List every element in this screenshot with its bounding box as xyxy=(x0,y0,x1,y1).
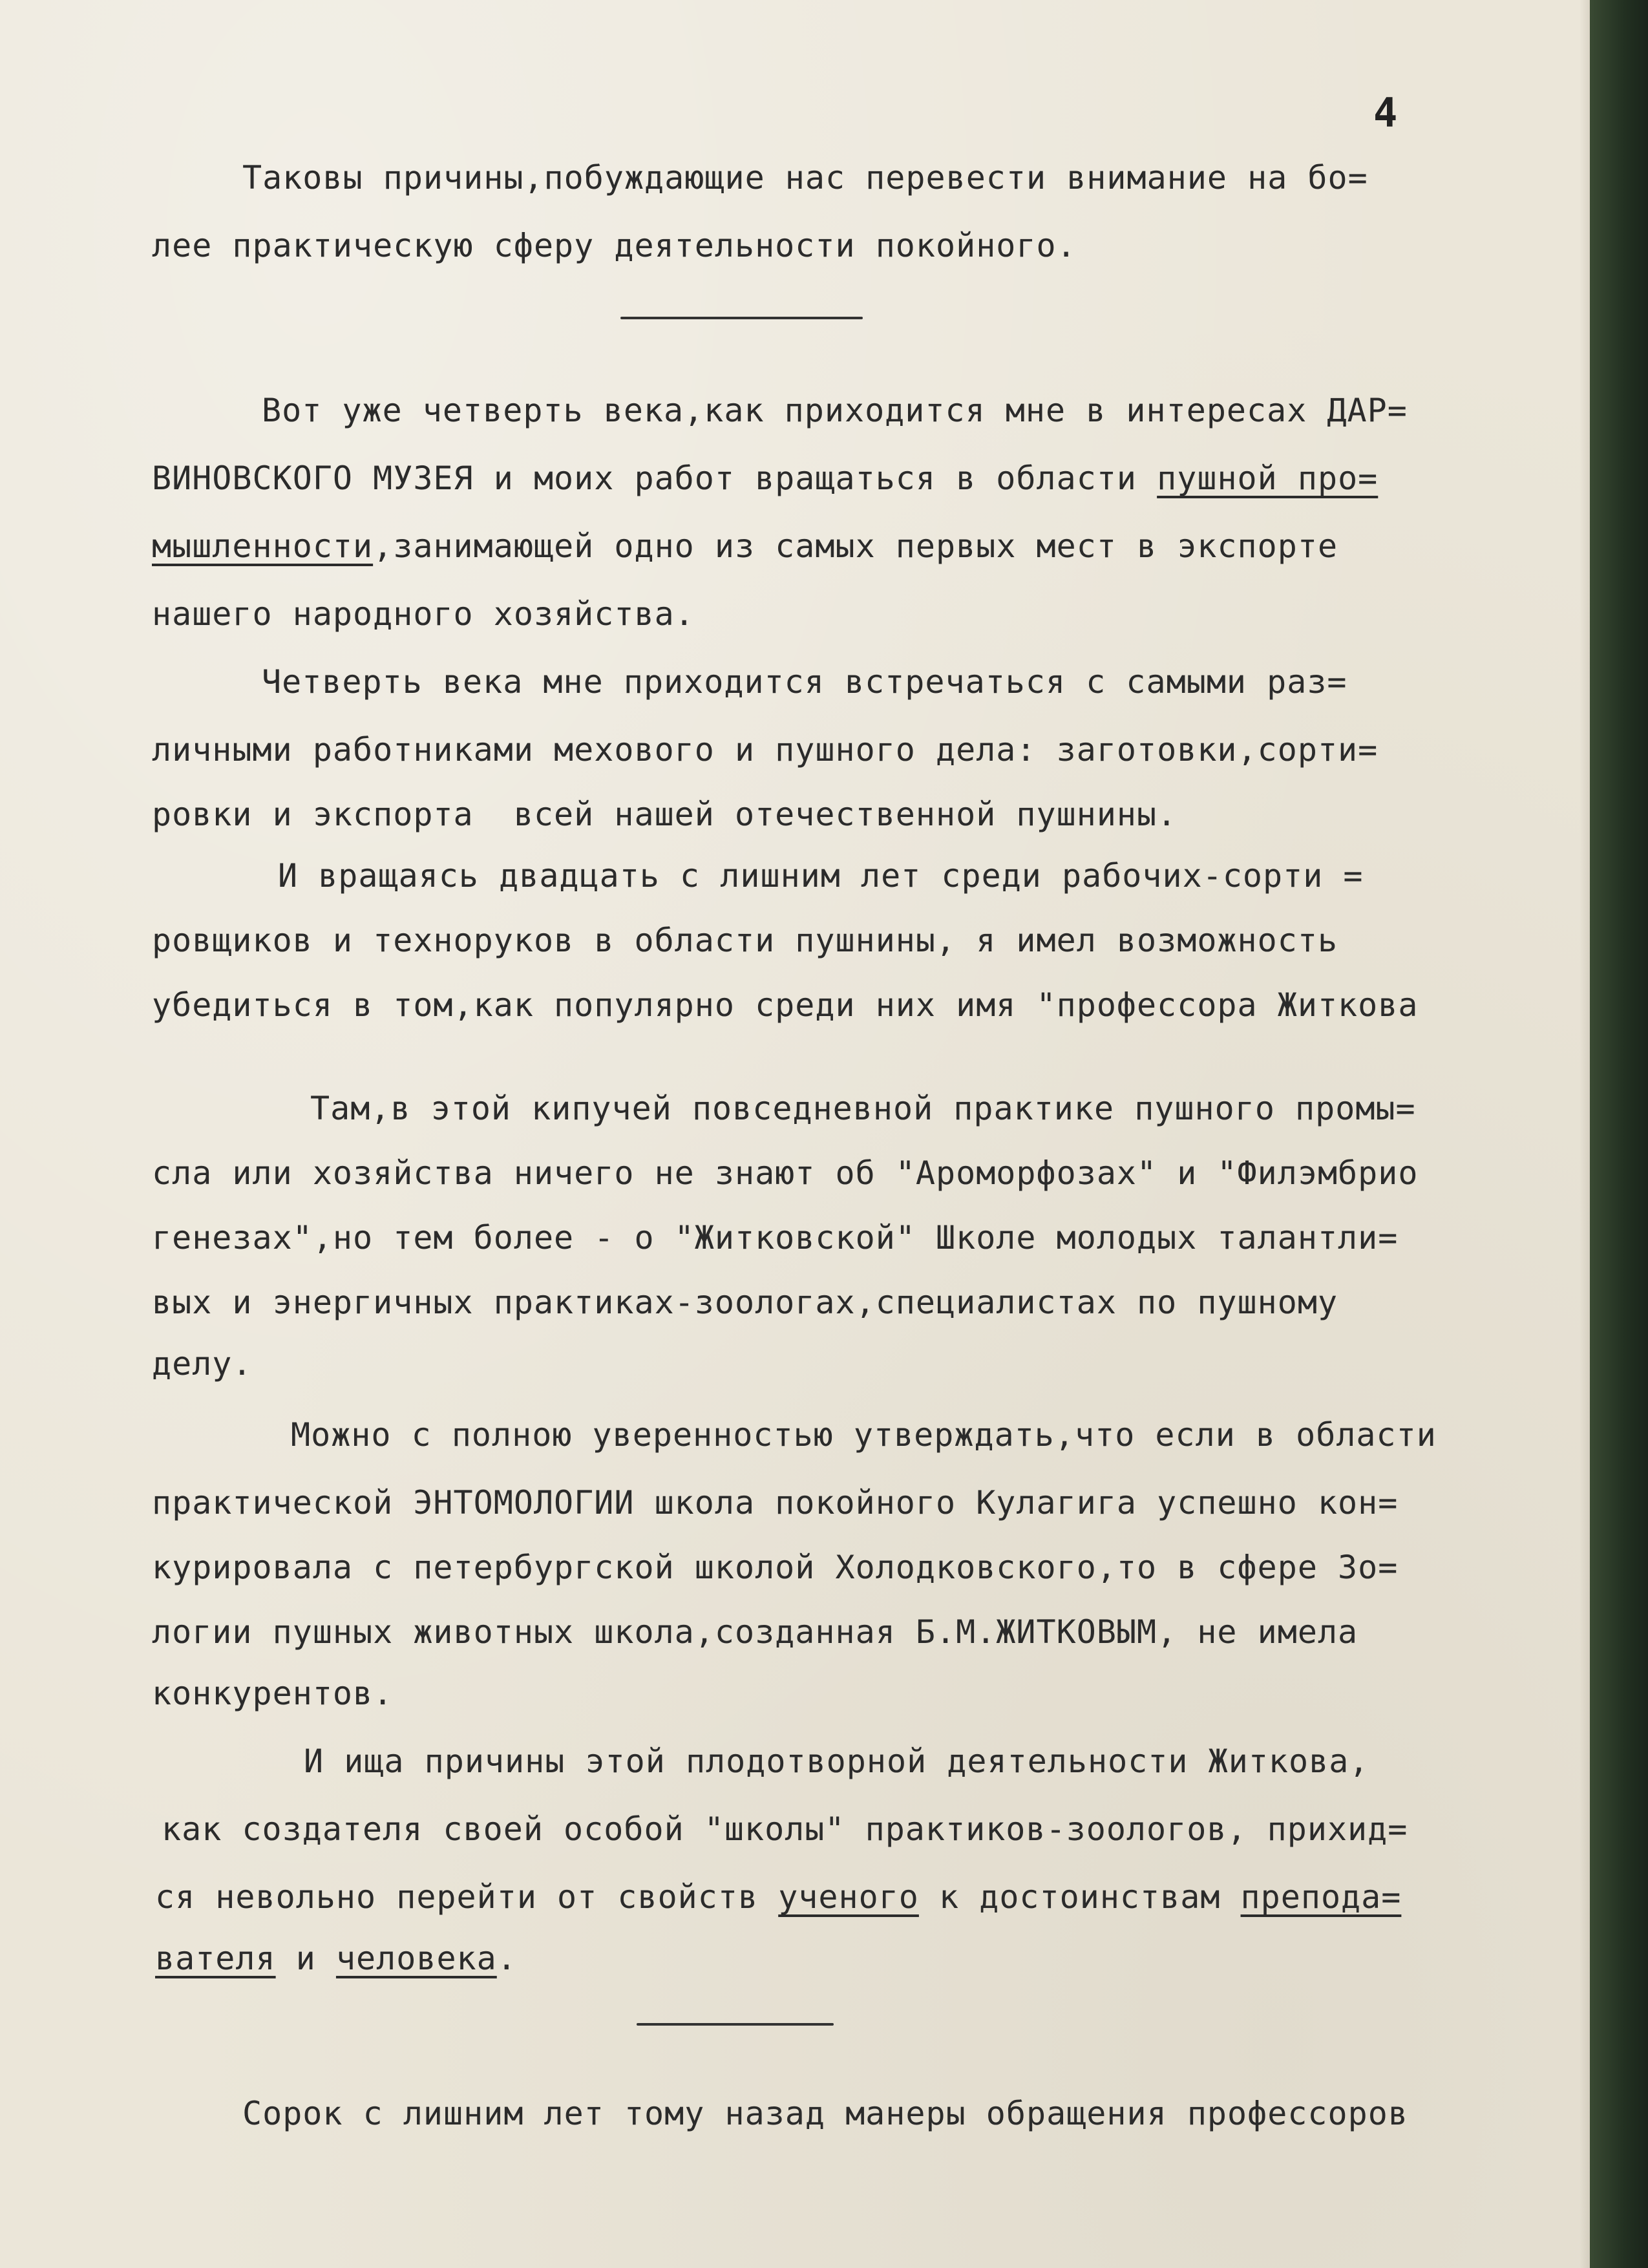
text-line-13: Там,в этой кипучей повседневной практике пушного промы= xyxy=(310,1090,1416,1127)
text-line-27: Сорок с лишним лет тому назад манеры обращения профессоров xyxy=(242,2095,1408,2132)
text-line-6: нашего народного хозяйства. xyxy=(152,595,695,633)
text-line-11: ровщиков и технoруков в области пушнины, я имел возможность xyxy=(152,922,1338,959)
text-line-20: курировала с петербургской школой Холодковского,то в сфере Зо= xyxy=(152,1549,1399,1586)
text-line-5-part-2: ,занимающей одно из самых первых мест в экспорте xyxy=(373,527,1338,565)
section-divider-1 xyxy=(620,317,863,319)
text-line-26-part-2: и xyxy=(275,1940,336,1977)
section-divider-2 xyxy=(637,2023,834,2026)
underlined-word-scientist: ученого xyxy=(778,1878,919,1916)
underlined-word-teacher-2: вателя xyxy=(155,1940,276,1977)
text-line-25 xyxy=(155,1878,1402,1916)
text-line-4 xyxy=(152,460,1379,497)
text-line-5 xyxy=(152,527,1338,565)
text-line-1: Таковы причины,побуждающие нас перевести внимание на бо= xyxy=(242,159,1368,196)
background-surface xyxy=(1590,0,1648,2268)
text-line-14: сла или хозяйства ничего не знают об "Ароморфозах" и "Филэмбрио xyxy=(152,1154,1419,1192)
text-line-2: лее практическую сферу деятельности покойного. xyxy=(152,227,1077,264)
text-line-17: делу. xyxy=(152,1345,253,1383)
text-line-9: ровки и экспорта всей нашей отечественной пушнины. xyxy=(152,796,1178,833)
text-line-25-part-3: к достоинствам xyxy=(918,1878,1241,1916)
text-line-12: убедиться в том,как популярно среди них имя "профессора Житкова xyxy=(152,986,1419,1024)
text-line-10: И вращаясь двадцать с лишним лет среди рабочих-сорти = xyxy=(278,857,1364,895)
text-line-26 xyxy=(155,1942,517,1975)
page-number: 4 xyxy=(1373,89,1398,136)
underlined-phrase-fur-industry-1: пушной про= xyxy=(1157,460,1379,497)
text-line-19: практической ЭНТОМОЛОГИИ школа покойного Кулагига успешно кон= xyxy=(152,1484,1399,1521)
text-line-22: конкурентов. xyxy=(152,1675,394,1712)
text-line-24: как создателя своей особой "школы" практиков-зоологов, прихид= xyxy=(162,1810,1408,1848)
underlined-word-teacher-1: препода= xyxy=(1240,1878,1402,1916)
text-line-3: Вот уже четверть века,как приходится мне в интересах ДАР= xyxy=(262,392,1408,429)
text-line-7: Четверть века мне приходится встречаться с самыми раз= xyxy=(262,663,1347,701)
underlined-word-person: человека xyxy=(335,1940,497,1977)
text-line-8: личными работниками мехового и пушного дела: заготовки,сорти= xyxy=(152,731,1379,768)
text-line-16: вых и энергичных практиках-зоологах,специалистах по пушному xyxy=(152,1284,1338,1321)
text-line-4-part-1: ВИНОВСКОГО МУЗЕЯ и моих работ вращаться в области xyxy=(152,460,1157,497)
text-line-15: генезах",но тем более - о "Житковской" Школе молодых талантли= xyxy=(152,1219,1399,1256)
text-line-23: И ища причины этой плодотворной деятельности Житкова, xyxy=(304,1743,1369,1780)
text-line-21: логии пушных животных школа,созданная Б.М.ЖИТКОВЫМ, не имела xyxy=(152,1613,1358,1651)
text-line-26-part-4: . xyxy=(496,1940,517,1977)
text-line-25-part-1: ся невольно перейти от свойств xyxy=(155,1878,779,1916)
underlined-phrase-fur-industry-2: мышленности xyxy=(152,527,374,565)
text-line-18: Можно с полною уверенностью утверждать,что если в области xyxy=(291,1416,1437,1454)
